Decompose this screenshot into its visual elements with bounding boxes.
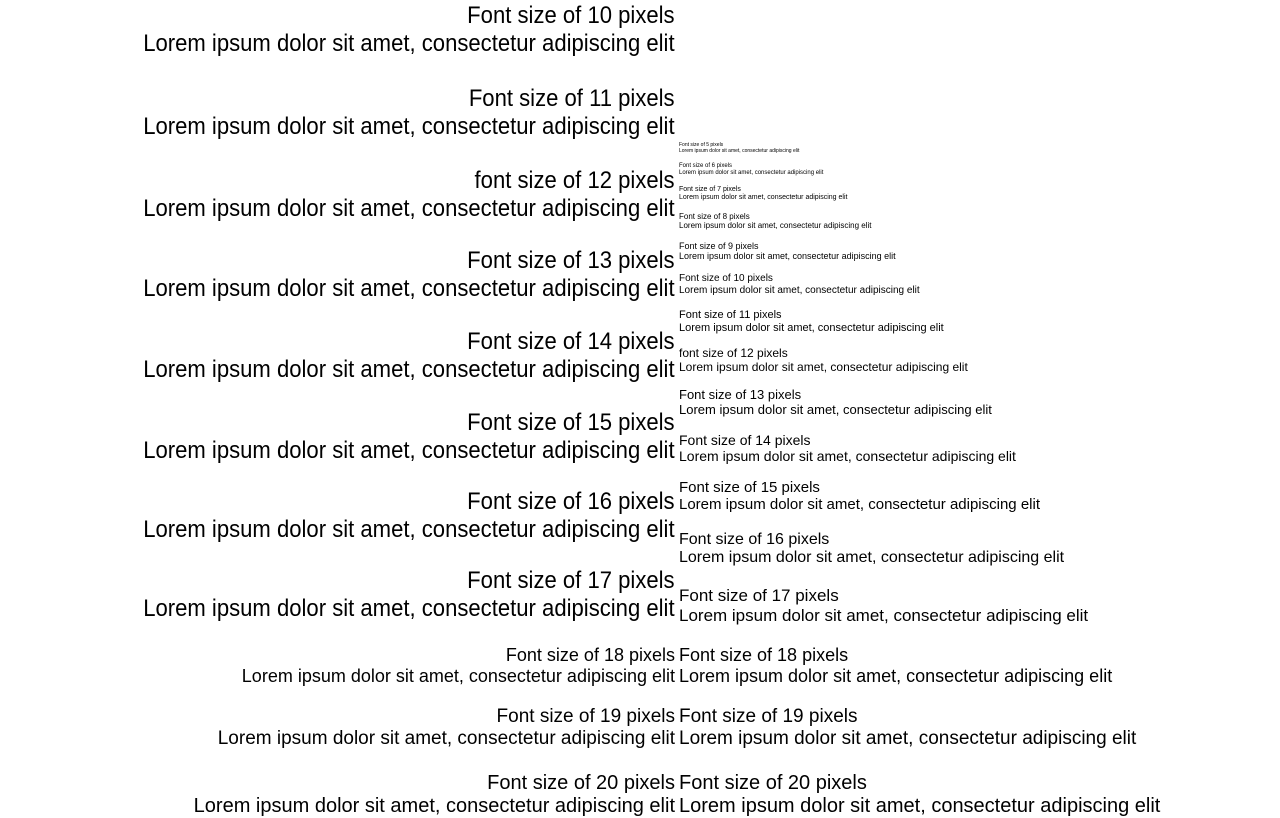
- right-entry-12: [679, 347, 968, 375]
- entry-title: Font size of 5 pixels: [679, 142, 724, 148]
- entry-title: Font size of 15 pixels: [467, 409, 675, 436]
- entry-body: Lorem ipsum dolor sit amet, consectetur adipiscing elit: [679, 251, 896, 262]
- entry-title: Font size of 20 pixels: [487, 772, 675, 794]
- right-entry-19: [679, 706, 1136, 750]
- right-entry-15: [679, 479, 1040, 514]
- entry-body: Lorem ipsum dolor sit amet, consectetur adipiscing elit: [679, 321, 944, 334]
- entry-body: Lorem ipsum dolor sit amet, consectetur adipiscing elit: [679, 194, 848, 202]
- entry-body: Lorem ipsum dolor sit amet, consectetur adipiscing elit: [143, 112, 675, 140]
- entry-body: Lorem ipsum dolor sit amet, consectetur adipiscing elit: [241, 665, 675, 686]
- entry-body: Lorem ipsum dolor sit amet, consectetur adipiscing elit: [143, 594, 675, 622]
- entry-body: Lorem ipsum dolor sit amet, consectetur adipiscing elit: [679, 169, 824, 176]
- entry-body: Lorem ipsum dolor sit amet, consectetur adipiscing elit: [679, 401, 992, 417]
- right-entry-20: [679, 772, 1160, 818]
- entry-title: Font size of 10 pixels: [679, 273, 773, 284]
- right-entry-17: [679, 586, 1088, 625]
- right-entry-6: [679, 163, 823, 177]
- entry-title: Font size of 11 pixels: [679, 309, 782, 321]
- entry-title: Font size of 14 pixels: [467, 328, 675, 355]
- right-entry-10: [679, 273, 920, 296]
- entry-body: Lorem ipsum dolor sit amet, consectetur adipiscing elit: [679, 496, 1040, 514]
- entry-title: Font size of 14 pixels: [679, 432, 811, 448]
- entry-title: Font size of 16 pixels: [679, 531, 830, 548]
- right-entry-8: [679, 212, 872, 230]
- entry-body: Lorem ipsum dolor sit amet, consectetur adipiscing elit: [143, 355, 675, 383]
- entry-title: font size of 12 pixels: [679, 346, 788, 360]
- entry-body: Lorem ipsum dolor sit amet, consectetur adipiscing elit: [679, 727, 1137, 749]
- entry-body: Lorem ipsum dolor sit amet, consectetur adipiscing elit: [143, 194, 675, 222]
- entry-body: Lorem ipsum dolor sit amet, consectetur adipiscing elit: [679, 359, 968, 374]
- entry-body: Lorem ipsum dolor sit amet, consectetur adipiscing elit: [679, 284, 920, 296]
- right-entry-18: [679, 645, 1112, 686]
- entry-body: Lorem ipsum dolor sit amet, consectetur adipiscing elit: [679, 605, 1089, 625]
- right-entry-9: [679, 241, 896, 262]
- left-entry-10: [97, 2, 675, 57]
- entry-title: Font size of 8 pixels: [679, 212, 750, 221]
- entry-title: Font size of 16 pixels: [467, 488, 675, 515]
- entry-title: Font size of 18 pixels: [505, 645, 675, 665]
- entry-title: Font size of 18 pixels: [679, 645, 849, 665]
- left-entry-19: [218, 706, 675, 750]
- left-entry-17: [97, 567, 675, 622]
- right-entry-7: [679, 186, 847, 202]
- entry-body: Lorem ipsum dolor sit amet, consectetur adipiscing elit: [143, 436, 675, 464]
- entry-title: Font size of 15 pixels: [679, 479, 820, 496]
- entry-title: Font size of 7 pixels: [679, 186, 741, 193]
- entry-title: Font size of 11 pixels: [469, 85, 675, 112]
- entry-title: Font size of 19 pixels: [496, 706, 675, 727]
- entry-title: Font size of 19 pixels: [679, 706, 858, 727]
- right-entry-11: [679, 309, 944, 334]
- entry-title: Font size of 13 pixels: [467, 247, 675, 274]
- right-entry-5: [679, 143, 799, 155]
- left-entry-16: [97, 488, 675, 543]
- entry-body: Lorem ipsum dolor sit amet, consectetur adipiscing elit: [193, 795, 675, 817]
- entry-body: Lorem ipsum dolor sit amet, consectetur adipiscing elit: [679, 549, 1065, 567]
- entry-body: Lorem ipsum dolor sit amet, consectetur adipiscing elit: [217, 727, 675, 749]
- left-entry-13: [97, 247, 675, 302]
- entry-title: Font size of 10 pixels: [467, 2, 675, 29]
- left-entry-20: [194, 772, 675, 818]
- entry-title: Font size of 6 pixels: [679, 163, 733, 169]
- left-entry-18: [242, 645, 675, 686]
- entry-body: Lorem ipsum dolor sit amet, consectetur adipiscing elit: [143, 274, 675, 302]
- entry-body: Lorem ipsum dolor sit amet, consectetur adipiscing elit: [143, 29, 675, 57]
- left-entry-15: [97, 409, 675, 464]
- entry-title: Font size of 9 pixels: [679, 241, 759, 251]
- entry-body: Lorem ipsum dolor sit amet, consectetur adipiscing elit: [679, 795, 1161, 817]
- right-entry-14: [679, 432, 1016, 464]
- right-entry-13: [679, 388, 992, 418]
- entry-body: Lorem ipsum dolor sit amet, consectetur adipiscing elit: [143, 515, 675, 543]
- left-entry-11: [97, 85, 675, 140]
- entry-title: Font size of 20 pixels: [679, 772, 867, 794]
- left-entry-14: [97, 328, 675, 383]
- entry-title: font size of 12 pixels: [474, 167, 675, 194]
- entry-body: Lorem ipsum dolor sit amet, consectetur adipiscing elit: [679, 147, 800, 154]
- entry-title: Font size of 17 pixels: [679, 586, 839, 605]
- entry-body: Lorem ipsum dolor sit amet, consectetur adipiscing elit: [679, 221, 872, 231]
- right-entry-16: [679, 531, 1064, 568]
- entry-body: Lorem ipsum dolor sit amet, consectetur adipiscing elit: [679, 665, 1113, 686]
- entry-title: Font size of 17 pixels: [467, 567, 675, 594]
- entry-title: Font size of 13 pixels: [679, 387, 802, 402]
- left-entry-12: [97, 167, 675, 222]
- entry-body: Lorem ipsum dolor sit amet, consectetur adipiscing elit: [679, 448, 1016, 465]
